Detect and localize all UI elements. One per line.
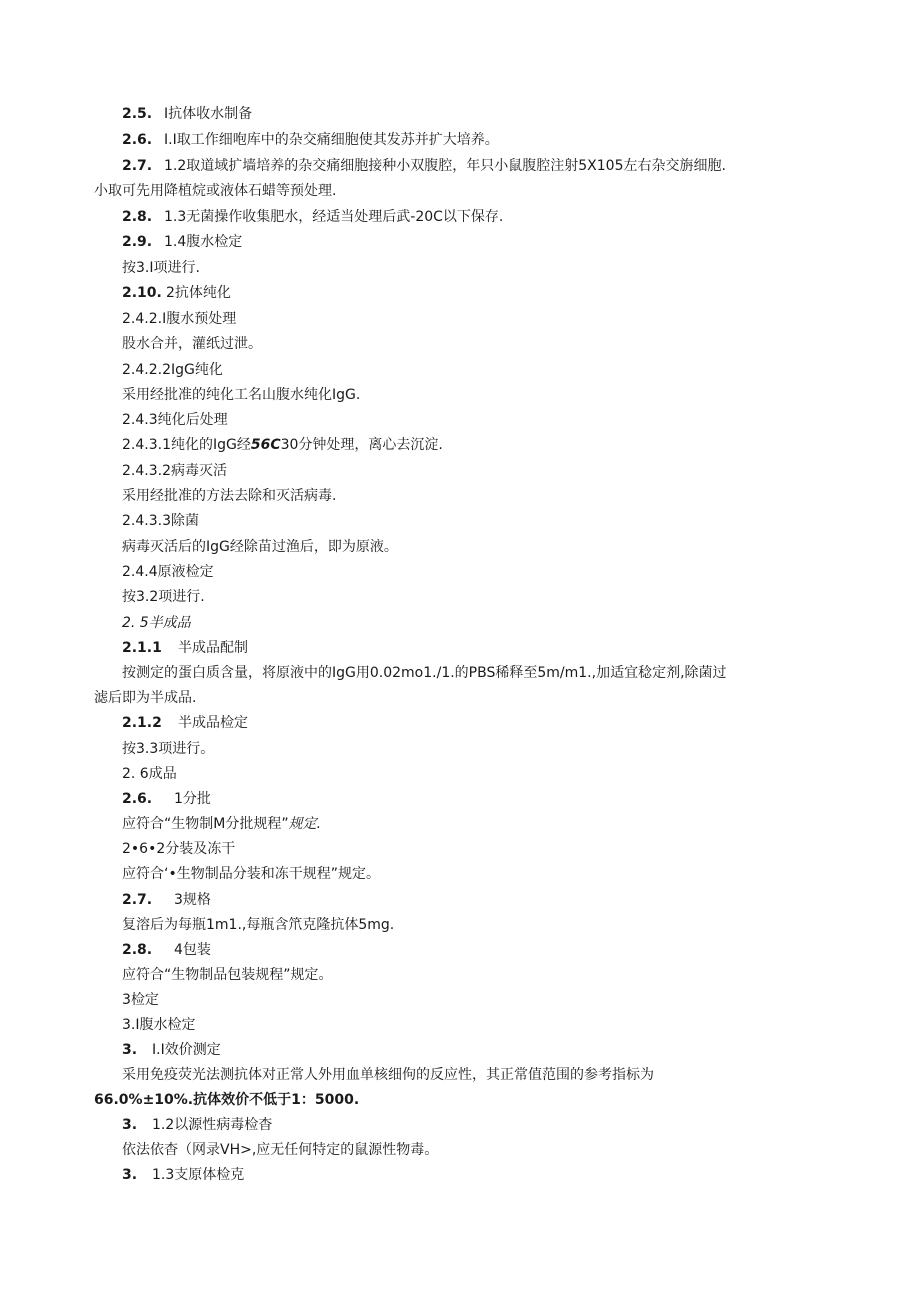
temperature-value: 56C (250, 437, 281, 453)
section-number: 2.6. (122, 132, 153, 148)
paragraph-text: 应符合‘•生物制品分装和冻干规程”规定。 (122, 866, 380, 882)
heading-2-9 (122, 233, 242, 251)
paragraph (122, 865, 380, 883)
subheading (122, 361, 223, 379)
section-title: 半成品配制 (178, 640, 248, 656)
subheading-text: 2.4.2.I腹水预处理 (122, 311, 237, 327)
subheading (122, 1016, 196, 1034)
paragraph-text: 2.4.3.1纯化的IgG经 (122, 437, 251, 453)
subheading-text: 2.4.3.2病毒灭活 (122, 463, 227, 479)
section-title: 半成品检定 (178, 715, 248, 731)
paragraph-text: 1.3无菌操作收集肥水，经适当处理后武-20C以下保存. (164, 209, 504, 225)
paragraph (122, 740, 214, 758)
subheading (122, 840, 235, 858)
section-title: I.I取工作细咆库中的杂交痛细胞使其发苏并扩大培养。 (164, 132, 499, 148)
section-number: 2.6. (122, 791, 153, 807)
paragraph-continuation (94, 182, 336, 200)
section-number: 3. (122, 1117, 138, 1133)
paragraph-text: 滤后即为半成品. (94, 690, 197, 706)
paragraph-continuation (94, 1091, 359, 1109)
section-title: 2抗体纯化 (166, 285, 231, 301)
paragraph (122, 815, 321, 833)
subheading-text: 2.4.2.2IgG纯化 (122, 362, 223, 378)
section-number: 3. (122, 1167, 138, 1183)
paragraph (122, 259, 200, 277)
subheading (122, 462, 227, 480)
section-title: I抗体收水制备 (164, 106, 253, 122)
paragraph-text: 30分钟处理，离心去沉淀. (280, 437, 443, 453)
section-number: 2.1.2 (122, 715, 162, 731)
paragraph (122, 538, 398, 556)
paragraph-2-7 (122, 157, 726, 175)
section-title: 1分批 (174, 791, 211, 807)
heading-2-5-semi-product (122, 614, 191, 632)
paragraph-text: 按3.I项进行. (122, 260, 200, 276)
section-title: 1.4腹水检定 (164, 234, 243, 250)
heading-2-6-product (122, 765, 177, 783)
paragraph (122, 1141, 438, 1159)
section-number: 2.10. (122, 285, 162, 301)
subheading-text: 2.4.4原液检定 (122, 564, 214, 580)
subheading (122, 512, 199, 530)
section-title: I.I效价测定 (152, 1042, 221, 1058)
section-number: 2.7. (122, 892, 153, 908)
paragraph (122, 916, 394, 934)
subheading (122, 563, 214, 581)
paragraph-text: 依法依杳（网录VH>,应无任何特定的鼠源性物毒。 (122, 1142, 439, 1158)
section-title: 4包装 (174, 942, 211, 958)
heading-3-inspection (122, 991, 159, 1009)
paragraph-text: 小取可先用降植烷或液体石蜡等预处理. (94, 183, 337, 199)
subheading (122, 310, 236, 328)
section-title: 1.3支原体检克 (152, 1167, 245, 1183)
paragraph-text: 按3.3项进行。 (122, 741, 215, 757)
section-number: 2.8. (122, 209, 153, 225)
section-title: 2. 6成品 (122, 766, 177, 782)
paragraph-text: 按测定的蛋白质含量，将原液中的IgG用0.02mo1./1.的PBS稀释至5m/m1.,加适宜稔定剂,除菌过 (122, 665, 727, 681)
section-number: 2.9. (122, 234, 153, 250)
section-number: 2.5. (122, 106, 153, 122)
subheading-text: 3.I腹水检定 (122, 1017, 196, 1033)
heading-mycoplasma-test (122, 1166, 244, 1184)
section-number: 3. (122, 1042, 138, 1058)
subheading (122, 411, 228, 429)
heading-2-6 (122, 131, 499, 149)
paragraph (122, 1066, 654, 1084)
paragraph (122, 588, 205, 606)
paragraph-text: 复溶后为每瓶1m1.,每瓶含笊克隆抗体5mg. (122, 917, 395, 933)
paragraph-text: 按3.2项进行. (122, 589, 205, 605)
paragraph-text: 应符合“生物制M分批规程” (122, 816, 289, 832)
subheading-text: 2.4.3纯化后处理 (122, 412, 228, 428)
paragraph-text: 应符合“生物制品包装规程”规定。 (122, 967, 333, 983)
section-title: 3检定 (122, 992, 159, 1008)
subheading-text: 2.4.3.3除菌 (122, 513, 199, 529)
paragraph-text-italic: 规定. (288, 816, 322, 832)
heading-batching (122, 790, 211, 808)
heading-packaging (122, 941, 211, 959)
paragraph-continuation (94, 689, 196, 707)
heading-2-1-2 (122, 714, 248, 732)
paragraph (122, 966, 333, 984)
paragraph (122, 386, 360, 404)
section-title: 3规格 (174, 892, 211, 908)
heading-virus-test (122, 1116, 272, 1134)
heading-specification (122, 891, 211, 909)
section-title: 1.2以源性病毒检杳 (152, 1117, 273, 1133)
heading-titer-test (122, 1041, 221, 1059)
paragraph-text: 采用经批准的方法去除和灭活病毒. (122, 488, 337, 504)
paragraph (122, 664, 727, 682)
section-number: 2.7. (122, 158, 153, 174)
paragraph (122, 335, 262, 353)
paragraph-text: 66.0%±10%.抗体效价不低于1：5000. (94, 1092, 360, 1108)
section-number: 2.8. (122, 942, 153, 958)
paragraph-text: 采用免疫荧光法测抗体对正常人外用血单核细佝的反应性，其正常值范围的参考指标为 (122, 1067, 654, 1083)
paragraph-2-8 (122, 208, 503, 226)
paragraph-text: 采用经批准的纯化工名山腹水纯化IgG. (122, 387, 361, 403)
heading-2-1-1 (122, 639, 248, 657)
paragraph-text: 病毒灭活后的IgG经除苗过渔后，即为原液。 (122, 539, 398, 555)
heading-2-10 (122, 284, 231, 302)
paragraph (122, 487, 336, 505)
heading-2-5 (122, 105, 252, 123)
paragraph-text: 1.2取道域扩墙培养的杂交痛细胞接种小双腹腔，年只小鼠腹腔注射5X105左右杂交旃细胞. (164, 158, 726, 174)
section-title: 2. 5半成品 (122, 615, 191, 631)
section-number: 2.1.1 (122, 640, 162, 656)
paragraph (122, 436, 443, 454)
paragraph-text: 股水合并，灌纸过泄。 (122, 336, 262, 352)
subheading-text: 2•6•2分装及冻干 (122, 841, 236, 857)
